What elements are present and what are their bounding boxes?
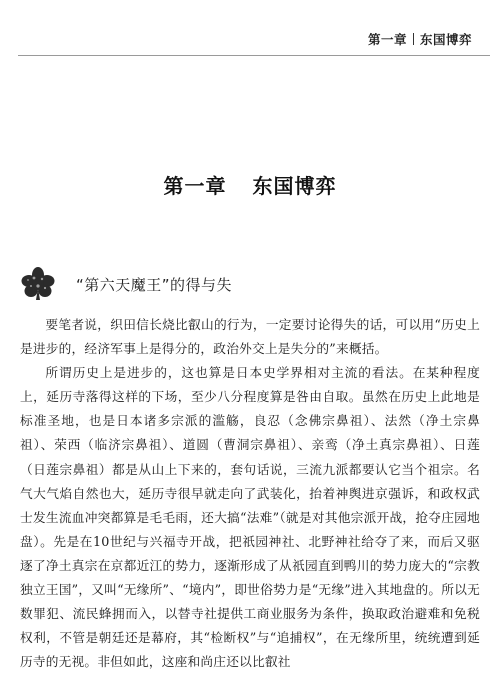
- running-header: [368, 30, 472, 48]
- section-title: “第六天魔王”的得与失: [76, 275, 233, 294]
- chapter-title: [0, 170, 500, 199]
- header-separator: [413, 33, 414, 45]
- flower-ornament-icon: [20, 266, 56, 302]
- chapter-number: 第一章: [163, 174, 227, 198]
- section-heading: [20, 266, 232, 302]
- running-header-title: 东国博弈: [419, 32, 472, 47]
- paragraph-1: 要笔者说，织田信长烧比叡山的行为，一定要讨论得失的话，可以用“历史上是进步的，经济军事上是得分的，政治外交上是失分的”来概括。: [20, 317, 480, 357]
- running-header-chapter: 第一章: [367, 32, 407, 47]
- body-text: [20, 313, 480, 674]
- chapter-name: 东国博弈: [252, 174, 337, 198]
- paragraph-2: 所谓历史上是进步的，这也算是日本史学界相对主流的看法。在某种程度上，延历寺落得这样的下场，至少八分程度算是咎由自取。虽然在历史上此地是标准圣地，也是日本诸多宗派的滥觞，良忍（念佛宗鼻祖）、法然（净土宗鼻祖）、荣西（临济宗鼻祖）、道圆（曹洞宗鼻祖）、亲鸾（净土真宗鼻祖）、日莲（日莲宗鼻祖）都是从山上下来的，套句话说，三流九派都要认它当个祖宗。名气大气焰自然也大，延历寺很早就走向了武装化，抬着神舆进京强诉，和政权武士发生流血冲突都算是毛毛雨，还大搞“法难”（就是对其他宗派开战，抢夺庄园地盘）。先是在10世纪与兴福寺开战，把祇园神社、北野神社给夺了来，而后又驱逐了净土真宗在京都近江的势力，逐渐形成了从祇园直到鸭川的势力庞大的“宗教独立王国”，又叫“无缘所”、“境内”，即世俗势力是“无缘”进入其地盘的。所以无数罪犯、流民蜂拥而入，以替寺社提供工商业服务为条件，换取政治避难和免税权利，不管是朝廷还是幕府，其“检断权”与“追捕权”，在无缘所里，统统遭到延历寺的无视。非但如此，这座和尚庄还以比叡社: [20, 365, 480, 670]
- header-rule: [18, 55, 490, 56]
